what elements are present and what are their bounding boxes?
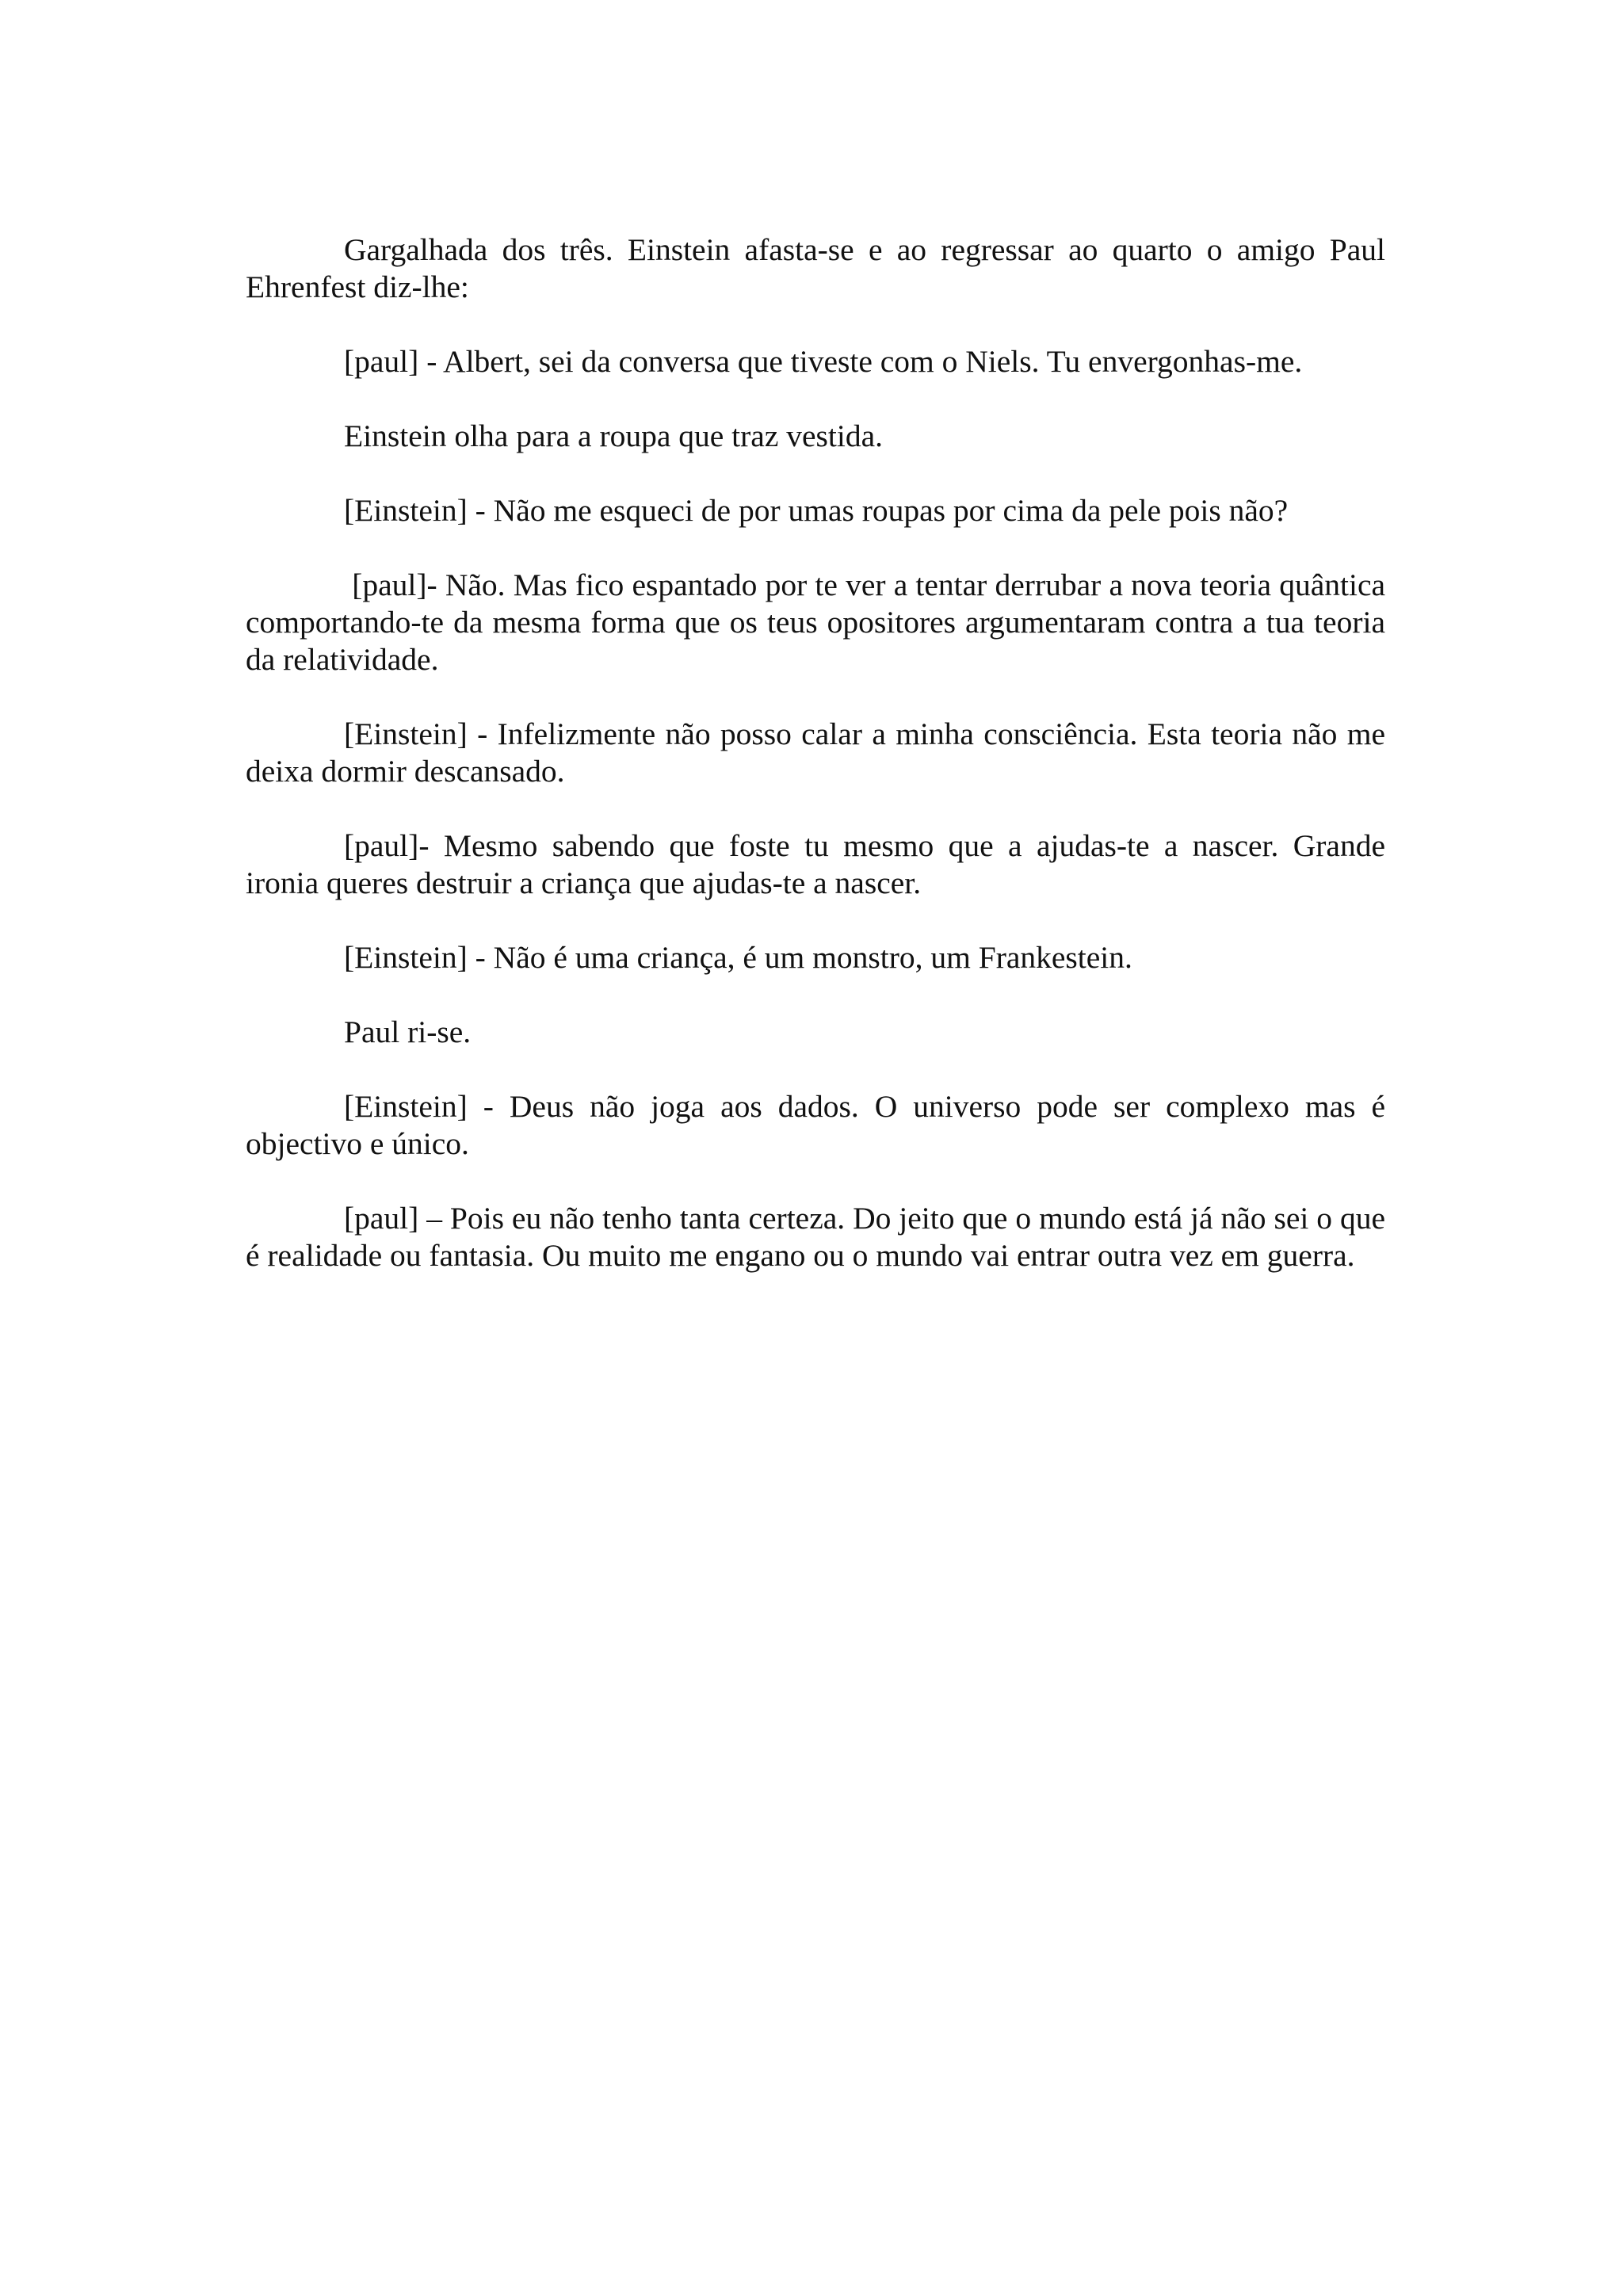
paragraph: Paul ri-se. — [344, 1014, 472, 1049]
paragraph: [paul]- Não. Mas fico espantado por te ver a tentar derrubar a nova teoria quântica comportando-te da mesma forma que os teus opositores argumentaram contra a tua teoria da relatividade. — [246, 567, 1393, 677]
paragraph: [paul]- Mesmo sabendo que foste tu mesmo que a ajudas-te a nascer. Grande ironia queres destruir a criança que ajudas-te a nascer. — [246, 828, 1385, 900]
paragraph: Gargalhada dos três. Einstein afasta-se e ao regressar ao quarto o amigo Paul Ehrenfest diz-lhe: — [246, 232, 1385, 304]
paragraph: [Einstein] - Não é uma criança, é um monstro, um Frankestein. — [344, 940, 1132, 975]
paragraph: [Einstein] - Não me esqueci de por umas roupas por cima da pele pois não? — [344, 493, 1289, 528]
document-body — [246, 231, 1393, 1312]
paragraph: [Einstein] - Deus não joga aos dados. O universo pode ser complexo mas é objectivo e único. — [246, 1089, 1385, 1161]
paragraph: [Einstein] - Infelizmente não posso calar a minha consciência. Esta teoria não me deixa dormir descansado. — [246, 716, 1385, 789]
paragraph: [paul] – Pois eu não tenho tanta certeza. Do jeito que o mundo está já não sei o que é realidade ou fantasia. Ou muito me engano ou o mundo vai entrar outra vez em guerra. — [246, 1201, 1385, 1273]
paragraph: Einstein olha para a roupa que traz vestida. — [344, 418, 884, 453]
paragraph: [paul] - Albert, sei da conversa que tiveste com o Niels. Tu envergonhas-me. — [344, 344, 1303, 379]
